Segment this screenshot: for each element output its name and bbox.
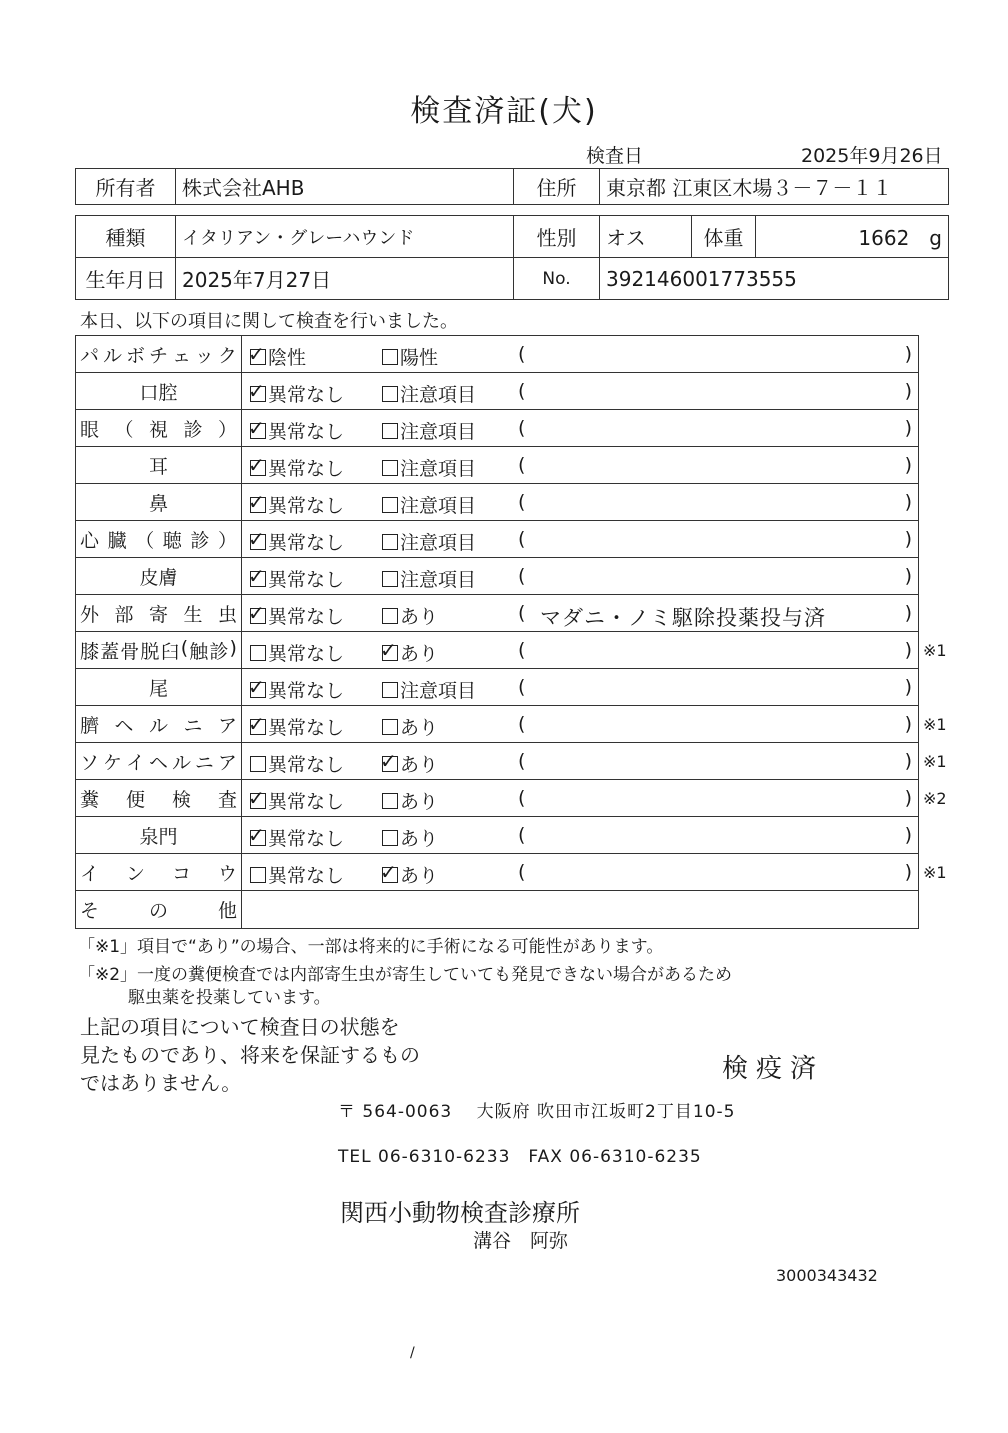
paren-open: ( bbox=[518, 491, 526, 513]
option-2 bbox=[382, 750, 438, 777]
check-item-label bbox=[76, 706, 242, 743]
paren-open: ( bbox=[518, 676, 526, 698]
checkmark-icon: ✓ bbox=[380, 638, 397, 662]
option-1-text: 陰性 bbox=[268, 347, 307, 369]
checkmark-icon: ✓ bbox=[380, 749, 397, 773]
paren-close: ) bbox=[904, 454, 912, 476]
option-2-text: 注意項目 bbox=[400, 495, 477, 517]
paren-close: ) bbox=[904, 380, 912, 402]
option-1 bbox=[250, 491, 344, 518]
check-item-label-text: 膝 蓋 骨 脱 臼 ( 触 診 ) bbox=[80, 636, 237, 663]
check-result-cell bbox=[242, 410, 919, 447]
check-result-cell bbox=[242, 447, 919, 484]
check-row bbox=[76, 780, 919, 817]
clinic-name: 関西小動物検査診療所 bbox=[340, 1199, 580, 1227]
option-1 bbox=[250, 343, 306, 370]
checkbox-1-icon bbox=[248, 601, 266, 625]
paren-open: ( bbox=[518, 565, 526, 587]
paren-open: ( bbox=[518, 343, 526, 365]
check-result-cell bbox=[242, 706, 919, 743]
option-2 bbox=[382, 824, 438, 851]
checkmark-icon: ✓ bbox=[380, 860, 397, 884]
checkbox-1-icon bbox=[248, 675, 266, 699]
checkmark-icon: ✓ bbox=[248, 564, 265, 588]
paren-close: ) bbox=[904, 639, 912, 661]
side-note: ※1 bbox=[923, 641, 947, 660]
side-note: ※1 bbox=[923, 752, 947, 771]
footnote-2-cont: 駆虫薬を投薬しています。 bbox=[128, 988, 331, 1008]
checkbox-1-icon bbox=[248, 379, 266, 403]
check-item-label-text: 尾 bbox=[148, 677, 168, 700]
paren-open: ( bbox=[518, 417, 526, 439]
stray-mark: / bbox=[410, 1345, 415, 1361]
option-1 bbox=[250, 861, 344, 888]
check-item-label bbox=[76, 669, 242, 706]
check-item-label-text: 皮膚 bbox=[139, 566, 178, 589]
side-note: ※2 bbox=[923, 789, 947, 808]
check-row bbox=[76, 595, 919, 632]
option-1 bbox=[250, 454, 344, 481]
statement-line-2: 見たものであり、将来を保証するもの bbox=[80, 1043, 420, 1067]
checkmark-icon: ✓ bbox=[248, 712, 265, 736]
paren-close: ) bbox=[904, 713, 912, 735]
checkbox-1-icon bbox=[248, 490, 266, 514]
checkbox-1-icon bbox=[248, 342, 266, 366]
option-1 bbox=[250, 528, 344, 555]
paren-close: ) bbox=[904, 750, 912, 772]
owner-label: 所有者 bbox=[76, 169, 176, 205]
checkbox-2-icon bbox=[382, 571, 398, 587]
check-item-label-text: 鼻 bbox=[148, 492, 168, 515]
serial-number: 3000343432 bbox=[776, 1266, 878, 1285]
checkbox-2-icon bbox=[382, 830, 398, 846]
certificate-title: 検査済証(犬) bbox=[410, 94, 598, 129]
paren-open: ( bbox=[518, 750, 526, 772]
option-2 bbox=[382, 528, 476, 555]
paren-close: ) bbox=[904, 565, 912, 587]
check-row bbox=[76, 447, 919, 484]
check-result-cell bbox=[242, 854, 919, 891]
paren-open: ( bbox=[518, 454, 526, 476]
option-2 bbox=[382, 491, 476, 518]
checkbox-2-icon bbox=[382, 423, 398, 439]
check-item-label bbox=[76, 743, 242, 780]
checkbox-1-icon bbox=[250, 867, 266, 883]
check-result-cell bbox=[242, 817, 919, 854]
checkbox-2-icon bbox=[382, 682, 398, 698]
check-row bbox=[76, 410, 919, 447]
option-1-text: 異常なし bbox=[268, 717, 345, 739]
owner-table bbox=[75, 168, 949, 205]
checkbox-1-icon bbox=[248, 527, 266, 551]
option-1-text: 異常なし bbox=[268, 495, 345, 517]
footnote-1: 「※1」項目で“あり”の場合、一部は将来的に手術になる可能性があります。 bbox=[78, 937, 664, 957]
option-2-text: あり bbox=[400, 828, 439, 850]
check-result-cell bbox=[242, 336, 919, 373]
paren-close: ) bbox=[904, 491, 912, 513]
option-1-text: 異常なし bbox=[268, 569, 345, 591]
option-1 bbox=[250, 676, 344, 703]
check-result-cell bbox=[242, 595, 919, 632]
option-2 bbox=[382, 639, 438, 666]
paren-open: ( bbox=[518, 824, 526, 846]
pet-table bbox=[75, 215, 949, 300]
check-item-label bbox=[76, 447, 242, 484]
checkmark-icon: ✓ bbox=[248, 342, 265, 366]
statement-line-1: 上記の項目について検査日の状態を bbox=[80, 1015, 400, 1039]
option-2 bbox=[382, 861, 438, 888]
option-2-text: 注意項目 bbox=[400, 680, 477, 702]
check-row bbox=[76, 373, 919, 410]
no-value: 392146001773555 bbox=[600, 258, 949, 300]
paren-close: ) bbox=[904, 676, 912, 698]
side-note: ※1 bbox=[923, 863, 947, 882]
check-result-cell bbox=[242, 521, 919, 558]
check-item-label bbox=[76, 558, 242, 595]
option-2-text: あり bbox=[400, 754, 439, 776]
note-text: マダニ・ノミ駆除投薬投与済 bbox=[540, 606, 826, 630]
paren-close: ) bbox=[904, 861, 912, 883]
check-item-label-text: 泉門 bbox=[139, 825, 178, 848]
check-item-label bbox=[76, 373, 242, 410]
option-2 bbox=[382, 454, 476, 481]
option-2-text: 注意項目 bbox=[400, 458, 477, 480]
paren-close: ) bbox=[904, 824, 912, 846]
check-result-cell bbox=[242, 780, 919, 817]
check-item-label-text: 糞 便 検 査 bbox=[80, 788, 237, 811]
check-row bbox=[76, 336, 919, 373]
checkmark-icon: ✓ bbox=[248, 416, 265, 440]
checkbox-1-icon bbox=[250, 756, 266, 772]
check-item-label-text: 外 部 寄 生 虫 bbox=[80, 603, 237, 626]
option-1 bbox=[250, 602, 344, 629]
checkmark-icon: ✓ bbox=[248, 490, 265, 514]
checkbox-2-icon bbox=[382, 349, 398, 365]
check-row bbox=[76, 558, 919, 595]
check-result-cell bbox=[242, 484, 919, 521]
paren-close: ) bbox=[904, 787, 912, 809]
checkbox-1-icon bbox=[248, 416, 266, 440]
option-1 bbox=[250, 417, 344, 444]
checkbox-2-icon bbox=[382, 386, 398, 402]
option-2-text: 注意項目 bbox=[400, 384, 477, 406]
paren-open: ( bbox=[518, 528, 526, 550]
check-row bbox=[76, 521, 919, 558]
option-2-text: 陽性 bbox=[400, 347, 439, 369]
checkbox-2-icon bbox=[380, 638, 398, 662]
check-item-label bbox=[76, 336, 242, 373]
owner-value: 株式会社AHB bbox=[176, 169, 514, 205]
paren-open: ( bbox=[518, 602, 526, 624]
statement-line-3: ではありません。 bbox=[80, 1071, 242, 1095]
check-row bbox=[76, 632, 919, 669]
checkbox-2-icon bbox=[380, 860, 398, 884]
exam-date: 2025年9月26日 bbox=[801, 145, 943, 167]
sex-label: 性別 bbox=[514, 216, 600, 258]
option-1-text: 異常なし bbox=[268, 643, 345, 665]
check-item-label-text: 心 臓 （ 聴 診 ） bbox=[80, 529, 237, 552]
check-item-label-text: 臍 ヘ ル ニ ア bbox=[80, 714, 237, 737]
checkbox-1-icon bbox=[248, 823, 266, 847]
checkbox-2-icon bbox=[382, 719, 398, 735]
checkbox-1-icon bbox=[248, 712, 266, 736]
sex-value: オス bbox=[600, 216, 692, 258]
checkmark-icon: ✓ bbox=[248, 601, 265, 625]
check-item-label bbox=[76, 817, 242, 854]
paren-close: ) bbox=[904, 343, 912, 365]
clinic-address: 〒 564-0063 大阪府 吹田市江坂町2丁目10-5 bbox=[338, 1102, 736, 1122]
exam-date-label: 検査日 bbox=[586, 145, 644, 167]
option-2-text: あり bbox=[400, 717, 439, 739]
check-result-cell bbox=[242, 669, 919, 706]
option-2-text: あり bbox=[400, 606, 439, 628]
doctor-name: 溝谷 阿弥 bbox=[473, 1230, 569, 1252]
check-item-label bbox=[76, 780, 242, 817]
checkmark-icon: ✓ bbox=[248, 453, 265, 477]
option-1-text: 異常なし bbox=[268, 606, 345, 628]
no-label: No. bbox=[514, 258, 600, 300]
dob-label: 生年月日 bbox=[76, 258, 176, 300]
checkbox-1-icon bbox=[248, 786, 266, 810]
option-1-text: 異常なし bbox=[268, 754, 345, 776]
paren-open: ( bbox=[518, 713, 526, 735]
check-item-label-text: 口腔 bbox=[139, 381, 178, 404]
option-2 bbox=[382, 676, 476, 703]
option-2-text: 注意項目 bbox=[400, 421, 477, 443]
option-2 bbox=[382, 787, 438, 814]
checkbox-2-icon bbox=[382, 793, 398, 809]
check-item-label bbox=[76, 854, 242, 891]
breed-value: イタリアン・グレーハウンド bbox=[176, 216, 514, 258]
option-2 bbox=[382, 380, 476, 407]
option-2 bbox=[382, 417, 476, 444]
option-1-text: 異常なし bbox=[268, 865, 345, 887]
checkbox-2-icon bbox=[382, 497, 398, 513]
check-row bbox=[76, 854, 919, 891]
check-item-label bbox=[76, 484, 242, 521]
check-item-label-text: ソ ケ イ ヘ ル ニ ア bbox=[80, 751, 237, 774]
check-result-cell bbox=[242, 632, 919, 669]
footnote-2: 「※2」一度の糞便検査では内部寄生虫が寄生していても発見できない場合があるため bbox=[78, 965, 733, 985]
option-1 bbox=[250, 824, 344, 851]
option-1-text: 異常なし bbox=[268, 680, 345, 702]
checkbox-2-icon bbox=[382, 534, 398, 550]
check-row bbox=[76, 669, 919, 706]
check-item-label-text: イ ン コ ウ bbox=[80, 862, 237, 885]
intro-text: 本日、以下の項目に関して検査を行いました。 bbox=[80, 311, 458, 332]
option-2-text: 注意項目 bbox=[400, 569, 477, 591]
checkbox-1-icon bbox=[250, 645, 266, 661]
option-1-text: 異常なし bbox=[268, 421, 345, 443]
paren-open: ( bbox=[518, 639, 526, 661]
check-result-cell bbox=[242, 558, 919, 595]
option-1-text: 異常なし bbox=[268, 828, 345, 850]
check-item-label-text: 耳 bbox=[148, 455, 168, 478]
check-row bbox=[76, 743, 919, 780]
check-row bbox=[76, 817, 919, 854]
checkbox-2-icon bbox=[382, 460, 398, 476]
check-item-label bbox=[76, 595, 242, 632]
paren-close: ) bbox=[904, 528, 912, 550]
option-2-text: あり bbox=[400, 865, 439, 887]
other-value-cell bbox=[242, 891, 919, 929]
weight-value: 1662 g bbox=[756, 216, 949, 258]
other-label-text: そ の 他 bbox=[80, 900, 237, 922]
option-2 bbox=[382, 343, 438, 370]
check-item-label bbox=[76, 632, 242, 669]
option-2 bbox=[382, 602, 438, 629]
address-value: 東京都 江東区木場３－７－１１ bbox=[600, 169, 949, 205]
option-1 bbox=[250, 713, 344, 740]
checkmark-icon: ✓ bbox=[248, 786, 265, 810]
option-1-text: 異常なし bbox=[268, 384, 345, 406]
option-2 bbox=[382, 565, 476, 592]
check-result-cell bbox=[242, 743, 919, 780]
option-1 bbox=[250, 380, 344, 407]
checkbox-2-icon bbox=[382, 608, 398, 624]
check-table bbox=[75, 335, 919, 929]
paren-close: ) bbox=[904, 417, 912, 439]
option-1 bbox=[250, 639, 344, 666]
paren-open: ( bbox=[518, 861, 526, 883]
option-2-text: あり bbox=[400, 643, 439, 665]
checkmark-icon: ✓ bbox=[248, 675, 265, 699]
check-row bbox=[76, 706, 919, 743]
checkbox-1-icon bbox=[248, 453, 266, 477]
checkmark-icon: ✓ bbox=[248, 823, 265, 847]
option-1-text: 異常なし bbox=[268, 791, 345, 813]
option-2 bbox=[382, 713, 438, 740]
paren-open: ( bbox=[518, 787, 526, 809]
option-1-text: 異常なし bbox=[268, 458, 345, 480]
checkbox-1-icon bbox=[248, 564, 266, 588]
option-1-text: 異常なし bbox=[268, 532, 345, 554]
address-label: 住所 bbox=[514, 169, 600, 205]
option-1 bbox=[250, 565, 344, 592]
paren-open: ( bbox=[518, 380, 526, 402]
quarantine-stamp: 検疫済 bbox=[722, 1054, 825, 1084]
dob-value: 2025年7月27日 bbox=[176, 258, 514, 300]
check-row-other bbox=[76, 891, 919, 929]
option-2-text: 注意項目 bbox=[400, 532, 477, 554]
option-2-text: あり bbox=[400, 791, 439, 813]
side-note: ※1 bbox=[923, 715, 947, 734]
other-label bbox=[76, 891, 242, 929]
check-result-cell bbox=[242, 373, 919, 410]
paren-close: ) bbox=[904, 602, 912, 624]
check-item-label bbox=[76, 521, 242, 558]
checkmark-icon: ✓ bbox=[248, 379, 265, 403]
checkmark-icon: ✓ bbox=[248, 527, 265, 551]
option-1 bbox=[250, 750, 344, 777]
option-1 bbox=[250, 787, 344, 814]
checkbox-2-icon bbox=[380, 749, 398, 773]
clinic-phone: TEL 06-6310-6233 FAX 06-6310-6235 bbox=[338, 1147, 702, 1167]
check-item-label bbox=[76, 410, 242, 447]
breed-label: 種類 bbox=[76, 216, 176, 258]
check-item-label-text: パ ル ボ チ ェ ッ ク bbox=[80, 344, 237, 367]
check-row bbox=[76, 484, 919, 521]
check-item-label-text: 眼 （ 視 診 ） bbox=[80, 418, 237, 441]
weight-label: 体重 bbox=[692, 216, 756, 258]
